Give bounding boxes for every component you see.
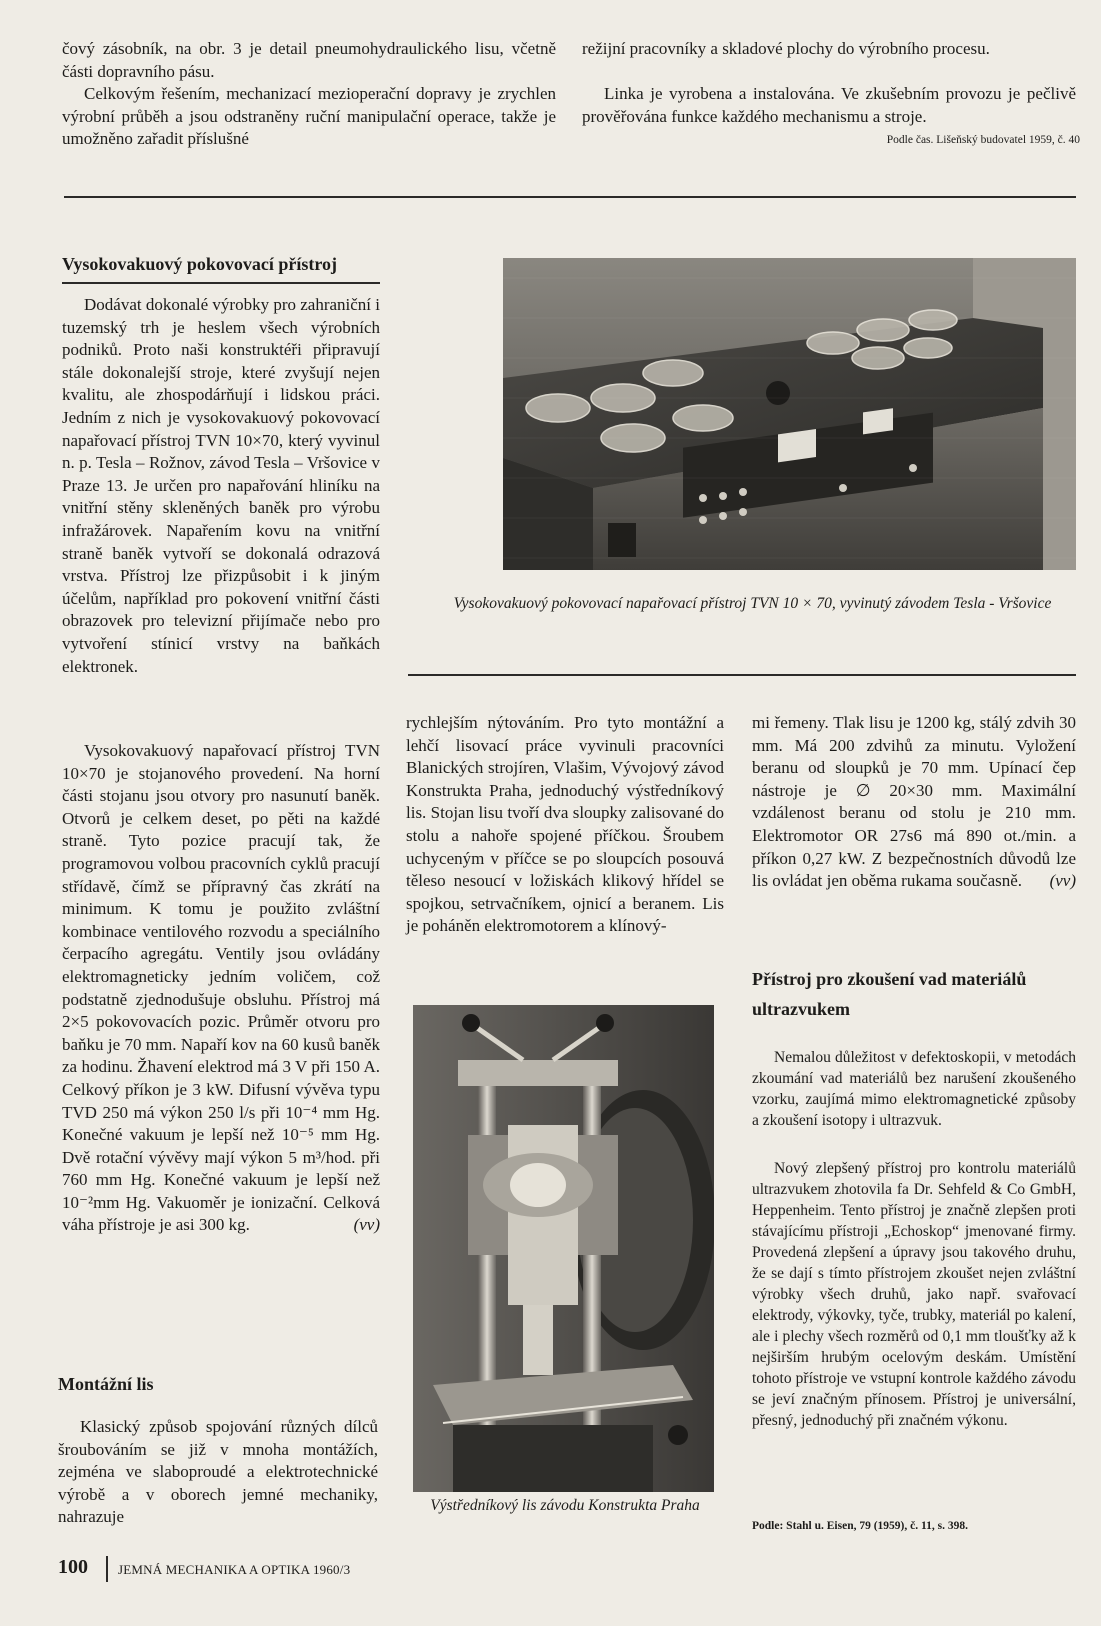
top-left-paragraph-2 — [62, 83, 556, 151]
article2-right-paragraph — [752, 712, 1076, 893]
article2-middle-paragraph: rychlejším nýtováním. Pro tyto montážní a lehčí lisovací práce vyvinuli pracovníci Blanických strojíren, Vlašim, Vývojový závod Konstrukta Praha, jednoduchý výstředníkový lis. Stojan lisu tvoří dva sloupky zalisované do stolu a nahoře spojené příčkou. Šroubem uchyceným v příčce se po sloupcích posouvá těleso nesoucí v ložiskách klikový hřídel se spojkou, setrvačníkem, ojnicí a beranem. Lis je poháněn elektromotorem a klínový- — [406, 713, 724, 936]
article2-title: Montážní lis — [58, 1374, 154, 1394]
top-right-paragraph-2 — [582, 83, 1076, 128]
footer-separator — [106, 1556, 108, 1582]
article3-paragraph-2-text: Nový zlepšený přístroj pro kontrolu materiálů ultrazvukem zhotovila fa Dr. Sehfeld & Co GmbH, Heppenheim. Tento přístroj je značně zlepšen proti stávajícímu přístroji „Echoskop“ jmenované firmy. Provedená zlepšení a úpravy jsou takového druhu, že se dají s tímto přístrojem zkoušet nejen zvláštní výrobky všech druhů, jako např. svařovací elektrody, výkovky, tyče, trubky, materiál po kalení, ale i plechy všech rozměrů od 0,1 mm tloušťky až k nejširším hrubým ocelovým deskám. Umístění tohoto přístroje ve vstupní kontrole každého závodu se jeví značným přínosem. Přístroj je universální, přesný, jednoduchý při značném výkonu. — [752, 1160, 1076, 1429]
top-left-paragraph-1: čový zásobník, na obr. 3 je detail pneumohydraulického lisu, včetně části dopravního pásu. — [62, 39, 556, 81]
vacuum-apparatus-caption: Vysokovakuový pokovovací napařovací přístroj TVN 10 × 70, vyvinutý závodem Tesla - Vršovice — [453, 595, 1052, 612]
section-divider — [64, 196, 1076, 198]
article1-paragraph-2-text: Vysokovakuový napařovací přístroj TVN 10×70 je stojanového provedení. Na horní části stojanu jsou otvory pro nasunutí baněk. Otvorů je celkem deset, po pěti na každé straně. Tyto pozice pracují tak, že programovou volbou pracovních cyklů pracují střídavě, čímž se přípravný čas zkrátí na minimum. K tomu je použito zvláštní kombinace ventilového rozvodu a speciálního čerpacího agregátu. Ventily jsou ovládány elektromagneticky jedním voličem, což podstatně zjednodušuje obsluhu. Přístroj má 2×5 pokovovacích pozic. Průměr otvoru pro baňku je 70 mm. Napaří kov na 60 kusů baněk za hodinu. Žhavení elektrod má 3 V při 150 A. Celkový příkon je 3 kW. Difusní vývěva typu TVD 250 má výkon 250 l/s při 10⁻⁴ mm Hg. Konečné vakuum je lepší než 10⁻⁵ mm Hg. Dvě rotační vývěvy mají výkon 5 m³/hod. při 760 mm Hg. Konečné vakuum je lepší než 10⁻²mm Hg. Vakuoměr je ionizační. Celková váha přístroje je asi 300 kg. — [62, 741, 380, 1235]
article2-paragraph-1-text: Klasický způsob spojování různých dílců šroubováním se již v mnoha montážích, zejména ve slaboproudé a elektrotechnické výrobě a v oborech jemné mechaniky, nahrazuje — [58, 1417, 378, 1527]
article1-paragraph-1 — [62, 294, 380, 678]
article3-paragraph-1-text: Nemalou důležitost v defektoskopii, v metodách zkoumání vad materiálů bez narušení zkoušeného vzorku, zaujímá mimo elektromagnetické způsoby a zkoušení isotopy i ultrazvuk. — [752, 1049, 1076, 1129]
vacuum-apparatus-photo — [503, 258, 1076, 570]
page-number: 100 — [58, 1556, 88, 1578]
article1-paragraph-1-text: Dodávat dokonalé výrobky pro zahraniční i tuzemský trh je heslem všech výrobních podniků. Proto naši konstruktéři připravují stále dokonalejší stroje, které zvyšují nejen kvalitu, ale zhospodárňují i lidskou práci. Jedním z nich je vysokovakuový pokovovací napařovací přístroj TVN 10×70, který vyvinul n. p. Tesla – Rožnov, závod Tesla – Vršovice v Praze 13. Je určen pro napařování hliníku na vnitřní stěny skleněných baněk pro výrobu infražárovek. Napařením kovu na vnitřní straně baněk vytvoří se dokonalá odrazová vrstva. Přístroj lze přizpůsobit i k jiným účelům, například pro pokovení vnitřní části obrazovek pro televizní přijímače nebo pro vytvoření stínicí vrstvy na baňkách elektronek. — [62, 295, 380, 676]
top-right-paragraph-1: režijní pracovníky a skladové plochy do výrobního procesu. — [582, 39, 990, 58]
article1-title-underline — [62, 282, 380, 284]
press-caption: Výstředníkový lis závodu Konstrukta Praha — [430, 1497, 700, 1514]
top-left-paragraph-2-text: Celkovým řešením, mechanizací mezioperační dopravy je zrychlen výrobní průběh a jsou odstraněny ruční manipulační operace, takže je umožněno zařadit příslušné — [62, 84, 556, 149]
top-source-note: Podle čas. Lišeňský budovatel 1959, č. 40 — [886, 134, 1080, 146]
press-illustration — [413, 1005, 714, 1492]
article2-paragraph-1 — [58, 1416, 378, 1529]
vacuum-apparatus-illustration — [503, 258, 1076, 570]
caption-divider — [408, 674, 1076, 676]
article1-signature: (vv) — [353, 1215, 380, 1235]
article1-title: Vysokovakuový pokovovací přístroj — [62, 254, 338, 274]
article3-source-note: Podle: Stahl u. Eisen, 79 (1959), č. 11, s. 398. — [752, 1520, 968, 1532]
journal-title: JEMNÁ MECHANIKA A OPTIKA 1960/3 — [118, 1562, 351, 1577]
article2-right-paragraph-text: mi řemeny. Tlak lisu je 1200 kg, stálý zdvih 30 mm. Má 200 zdvihů za minutu. Vyložení beranu od sloupků je 70 mm. Upínací čep nástroje je ∅ 20×30 mm. Maximální vzdálenost beranu od stolu je 210 mm. Elektromotor OR 27s6 má 890 ot./min. a příkon 0,27 kW. Z bezpečnostních důvodů lze lis ovládat jen oběma rukama současně. — [752, 713, 1076, 891]
article3-paragraph-2 — [752, 1158, 1076, 1431]
article3-paragraph-1 — [752, 1047, 1076, 1131]
press-photo — [413, 1005, 714, 1492]
article1-paragraph-2 — [62, 740, 380, 1237]
article2-signature: (vv) — [1049, 871, 1076, 891]
article3-title: Přístroj pro zkoušení vad materiálů ultrazvukem — [752, 969, 1027, 1019]
top-right-paragraph-2-text: Linka je vyrobena a instalována. Ve zkušebním provozu je pečlivě prověřována funkce každého mechanismu a stroje. — [582, 84, 1076, 126]
